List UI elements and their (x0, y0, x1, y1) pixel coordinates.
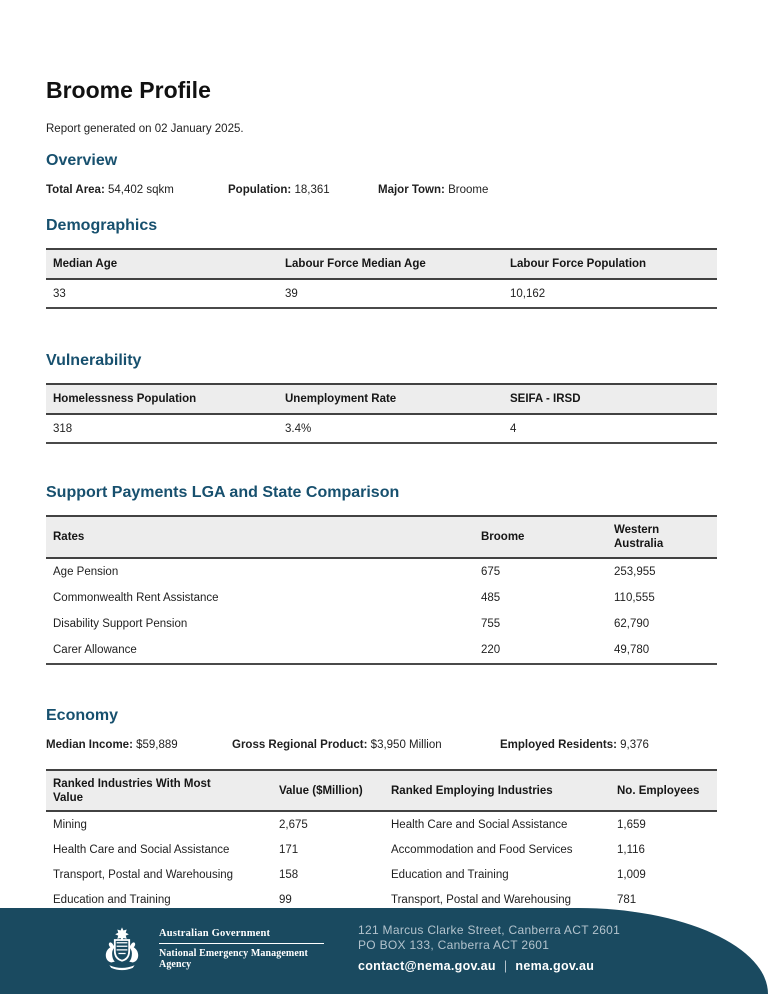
table-header-row (46, 249, 717, 279)
stat-major-town (378, 184, 488, 196)
stat-total-area (46, 184, 228, 196)
stat-value: 54,402 sqkm (108, 184, 174, 196)
table-cell: Transport, Postal and Warehousing (391, 893, 572, 906)
economy-heading: Economy (46, 707, 119, 724)
table-cell: 10,162 (510, 287, 546, 300)
contact-email-link[interactable]: contact@nema.gov.au (358, 959, 496, 973)
overview-heading: Overview (46, 152, 118, 169)
demographics-heading: Demographics (46, 217, 158, 234)
table-cell: 158 (279, 868, 299, 881)
column-header: Rates (46, 516, 474, 558)
column-header: No. Employees (610, 770, 717, 811)
table-cell: Disability Support Pension (53, 618, 188, 630)
economy-table (46, 769, 717, 912)
table-row (46, 637, 717, 664)
column-header: Unemployment Rate (278, 384, 503, 414)
table-header-row (46, 384, 717, 414)
generated-note: Report generated on 02 January 2025. (46, 123, 244, 135)
demographics-table (46, 248, 717, 309)
stat-value: $3,950 Million (370, 739, 442, 751)
stat-label: Total Area: (46, 184, 105, 196)
column-header: Labour Force Median Age (278, 249, 503, 279)
column-header: Broome (474, 516, 607, 558)
table-cell: Carer Allowance (53, 644, 137, 656)
table-cell: 171 (279, 843, 299, 856)
table-row (46, 811, 717, 837)
table-row (46, 837, 717, 862)
column-header (46, 770, 272, 811)
column-header: Value ($Million) (272, 770, 384, 811)
coat-of-arms-icon (95, 926, 149, 972)
table-cell: 781 (617, 893, 637, 906)
contact-separator: | (503, 959, 508, 973)
address-line-1: 121 Marcus Clarke Street, Canberra ACT 2601 (358, 923, 621, 937)
footer-contact-line (358, 959, 620, 973)
logo-divider (159, 943, 324, 944)
table-cell: Transport, Postal and Warehousing (53, 868, 234, 881)
column-header: Western Australia (607, 516, 717, 558)
table-row (46, 279, 717, 308)
table-cell: Health Care and Social Assistance (53, 843, 230, 856)
table-cell: 1,009 (617, 868, 646, 881)
table-cell: Accommodation and Food Services (391, 843, 573, 856)
stat-label: Median Income: (46, 739, 133, 751)
stat-value: $59,889 (136, 739, 178, 751)
table-cell: Commonwealth Rent Assistance (53, 592, 219, 604)
page-title: Broome Profile (46, 77, 211, 103)
table-row (46, 862, 717, 887)
table-cell: 49,780 (614, 644, 650, 656)
australian-government-label: Australian Government (159, 928, 271, 939)
address-line-2: PO BOX 133, Canberra ACT 2601 (358, 938, 550, 952)
table-row (46, 585, 717, 611)
table-cell: 4 (510, 422, 517, 435)
table-cell: 2,675 (279, 818, 308, 831)
table-row (46, 558, 717, 585)
overview-stats (46, 184, 717, 196)
government-text-block (159, 928, 331, 970)
table-cell: 675 (481, 566, 501, 578)
vulnerability-table (46, 383, 717, 444)
support-payments-table (46, 515, 717, 665)
stat-population (228, 184, 378, 196)
column-header: Median Age (46, 249, 278, 279)
table-header-row (46, 770, 717, 811)
table-cell: Health Care and Social Assistance (391, 818, 568, 831)
stat-value: 9,376 (620, 739, 649, 751)
column-header: Homelessness Population (46, 384, 278, 414)
table-cell: 220 (481, 644, 501, 656)
footer (0, 908, 768, 994)
table-cell: 3.4% (285, 422, 312, 435)
stat-label: Major Town: (378, 184, 445, 196)
vulnerability-heading: Vulnerability (46, 352, 142, 369)
footer-address-block (358, 923, 620, 973)
column-header: Labour Force Population (503, 249, 717, 279)
table-cell: Age Pension (53, 566, 119, 578)
economy-stats (46, 739, 717, 751)
table-cell: 62,790 (614, 618, 650, 630)
government-logo (95, 926, 331, 972)
table-cell: 110,555 (614, 592, 655, 604)
table-cell: 1,659 (617, 818, 646, 831)
website-link[interactable]: nema.gov.au (515, 959, 595, 973)
table-cell: 755 (481, 618, 501, 630)
table-cell: Education and Training (53, 893, 171, 906)
stat-median-income (46, 739, 232, 751)
agency-name-label: National Emergency Management Agency (159, 948, 308, 970)
table-cell: 253,955 (614, 566, 656, 578)
table-cell: Education and Training (391, 868, 509, 881)
table-row (46, 611, 717, 637)
column-header: Ranked Employing Industries (384, 770, 610, 811)
table-cell: 39 (285, 287, 298, 300)
table-header-row (46, 516, 717, 558)
footer-inner (0, 908, 768, 994)
stat-label: Population: (228, 184, 292, 196)
table-cell: 33 (53, 287, 66, 300)
stat-gross-regional-product (232, 739, 500, 751)
table-row (46, 414, 717, 443)
column-header: SEIFA - IRSD (503, 384, 717, 414)
stat-label: Gross Regional Product: (232, 739, 368, 751)
table-cell: 318 (53, 422, 73, 435)
support-payments-heading: Support Payments LGA and State Comparison (46, 484, 400, 501)
table-cell: 485 (481, 592, 501, 604)
table-cell: 99 (279, 893, 292, 906)
table-cell: Mining (53, 818, 87, 831)
stat-label: Employed Residents: (500, 739, 617, 751)
stat-employed-residents (500, 739, 649, 751)
column-header-label: Ranked Industries With Most Value (53, 777, 211, 804)
stat-value: Broome (448, 184, 489, 196)
stat-value: 18,361 (294, 184, 330, 196)
report-content (0, 78, 768, 912)
table-cell: 1,116 (617, 843, 645, 856)
